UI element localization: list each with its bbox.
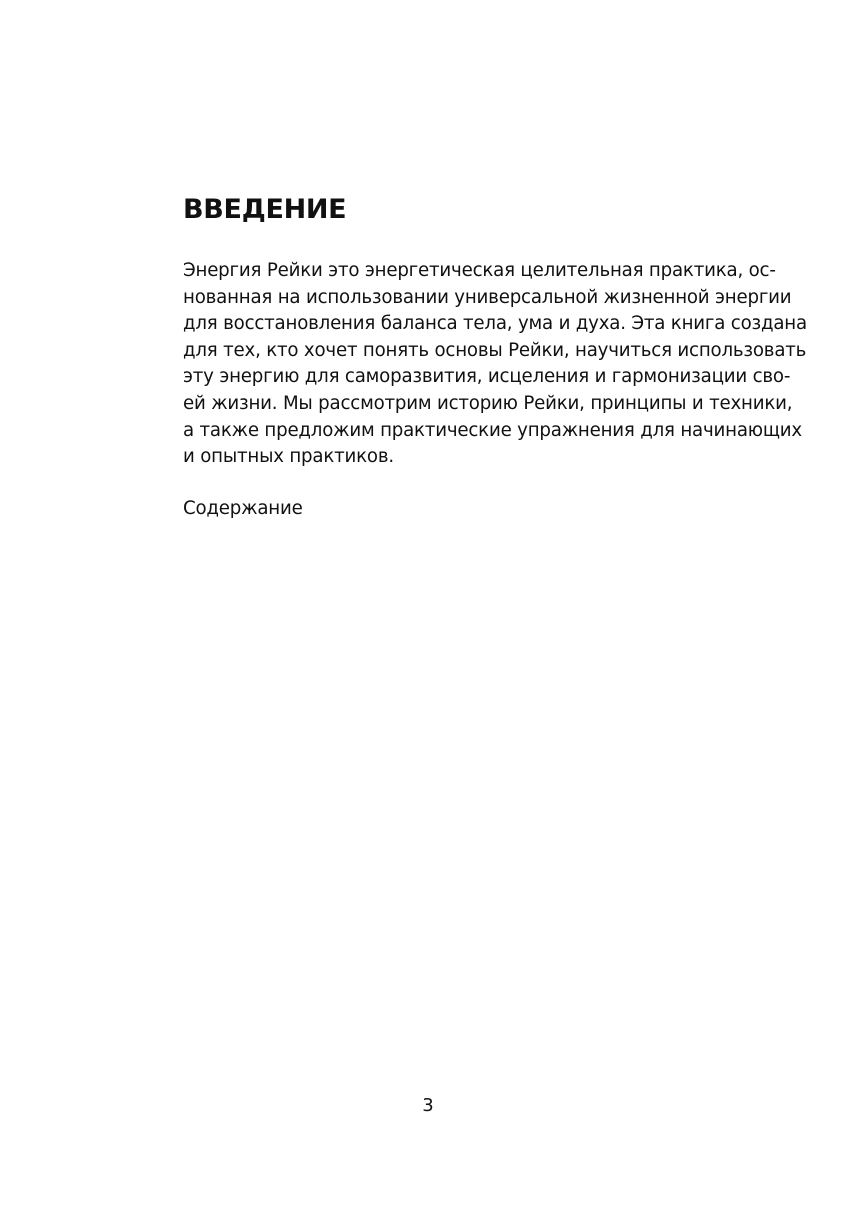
page-number: 3 — [422, 1095, 434, 1116]
paragraph-line: для восстановления баланса тела, ума и духа. Эта книга создана — [183, 313, 807, 335]
paragraph-line: для тех, кто хочет понять основы Рейки, научиться использовать — [183, 339, 807, 361]
paragraph-line: Энергия Рейки это энергетическая целительная практика, ос- — [183, 260, 776, 281]
intro-paragraph — [183, 258, 807, 471]
paragraph-line: ей жизни. Мы рассмотрим историю Рейки, принципы и техники, — [183, 392, 793, 414]
toc-heading: Содержание — [183, 497, 303, 519]
paragraph-line: эту энергию для саморазвития, исцеления и гармонизации сво- — [183, 366, 791, 388]
chapter-title: ВВЕДЕНИЕ — [183, 194, 347, 225]
paragraph-line: нованная на использовании универсальной жизненной энергии — [183, 286, 792, 308]
page-content — [183, 192, 807, 522]
paragraph-line: и опытных практиков. — [183, 446, 394, 468]
paragraph-line: а также предложим практические упражнения для начинающих — [183, 419, 802, 441]
